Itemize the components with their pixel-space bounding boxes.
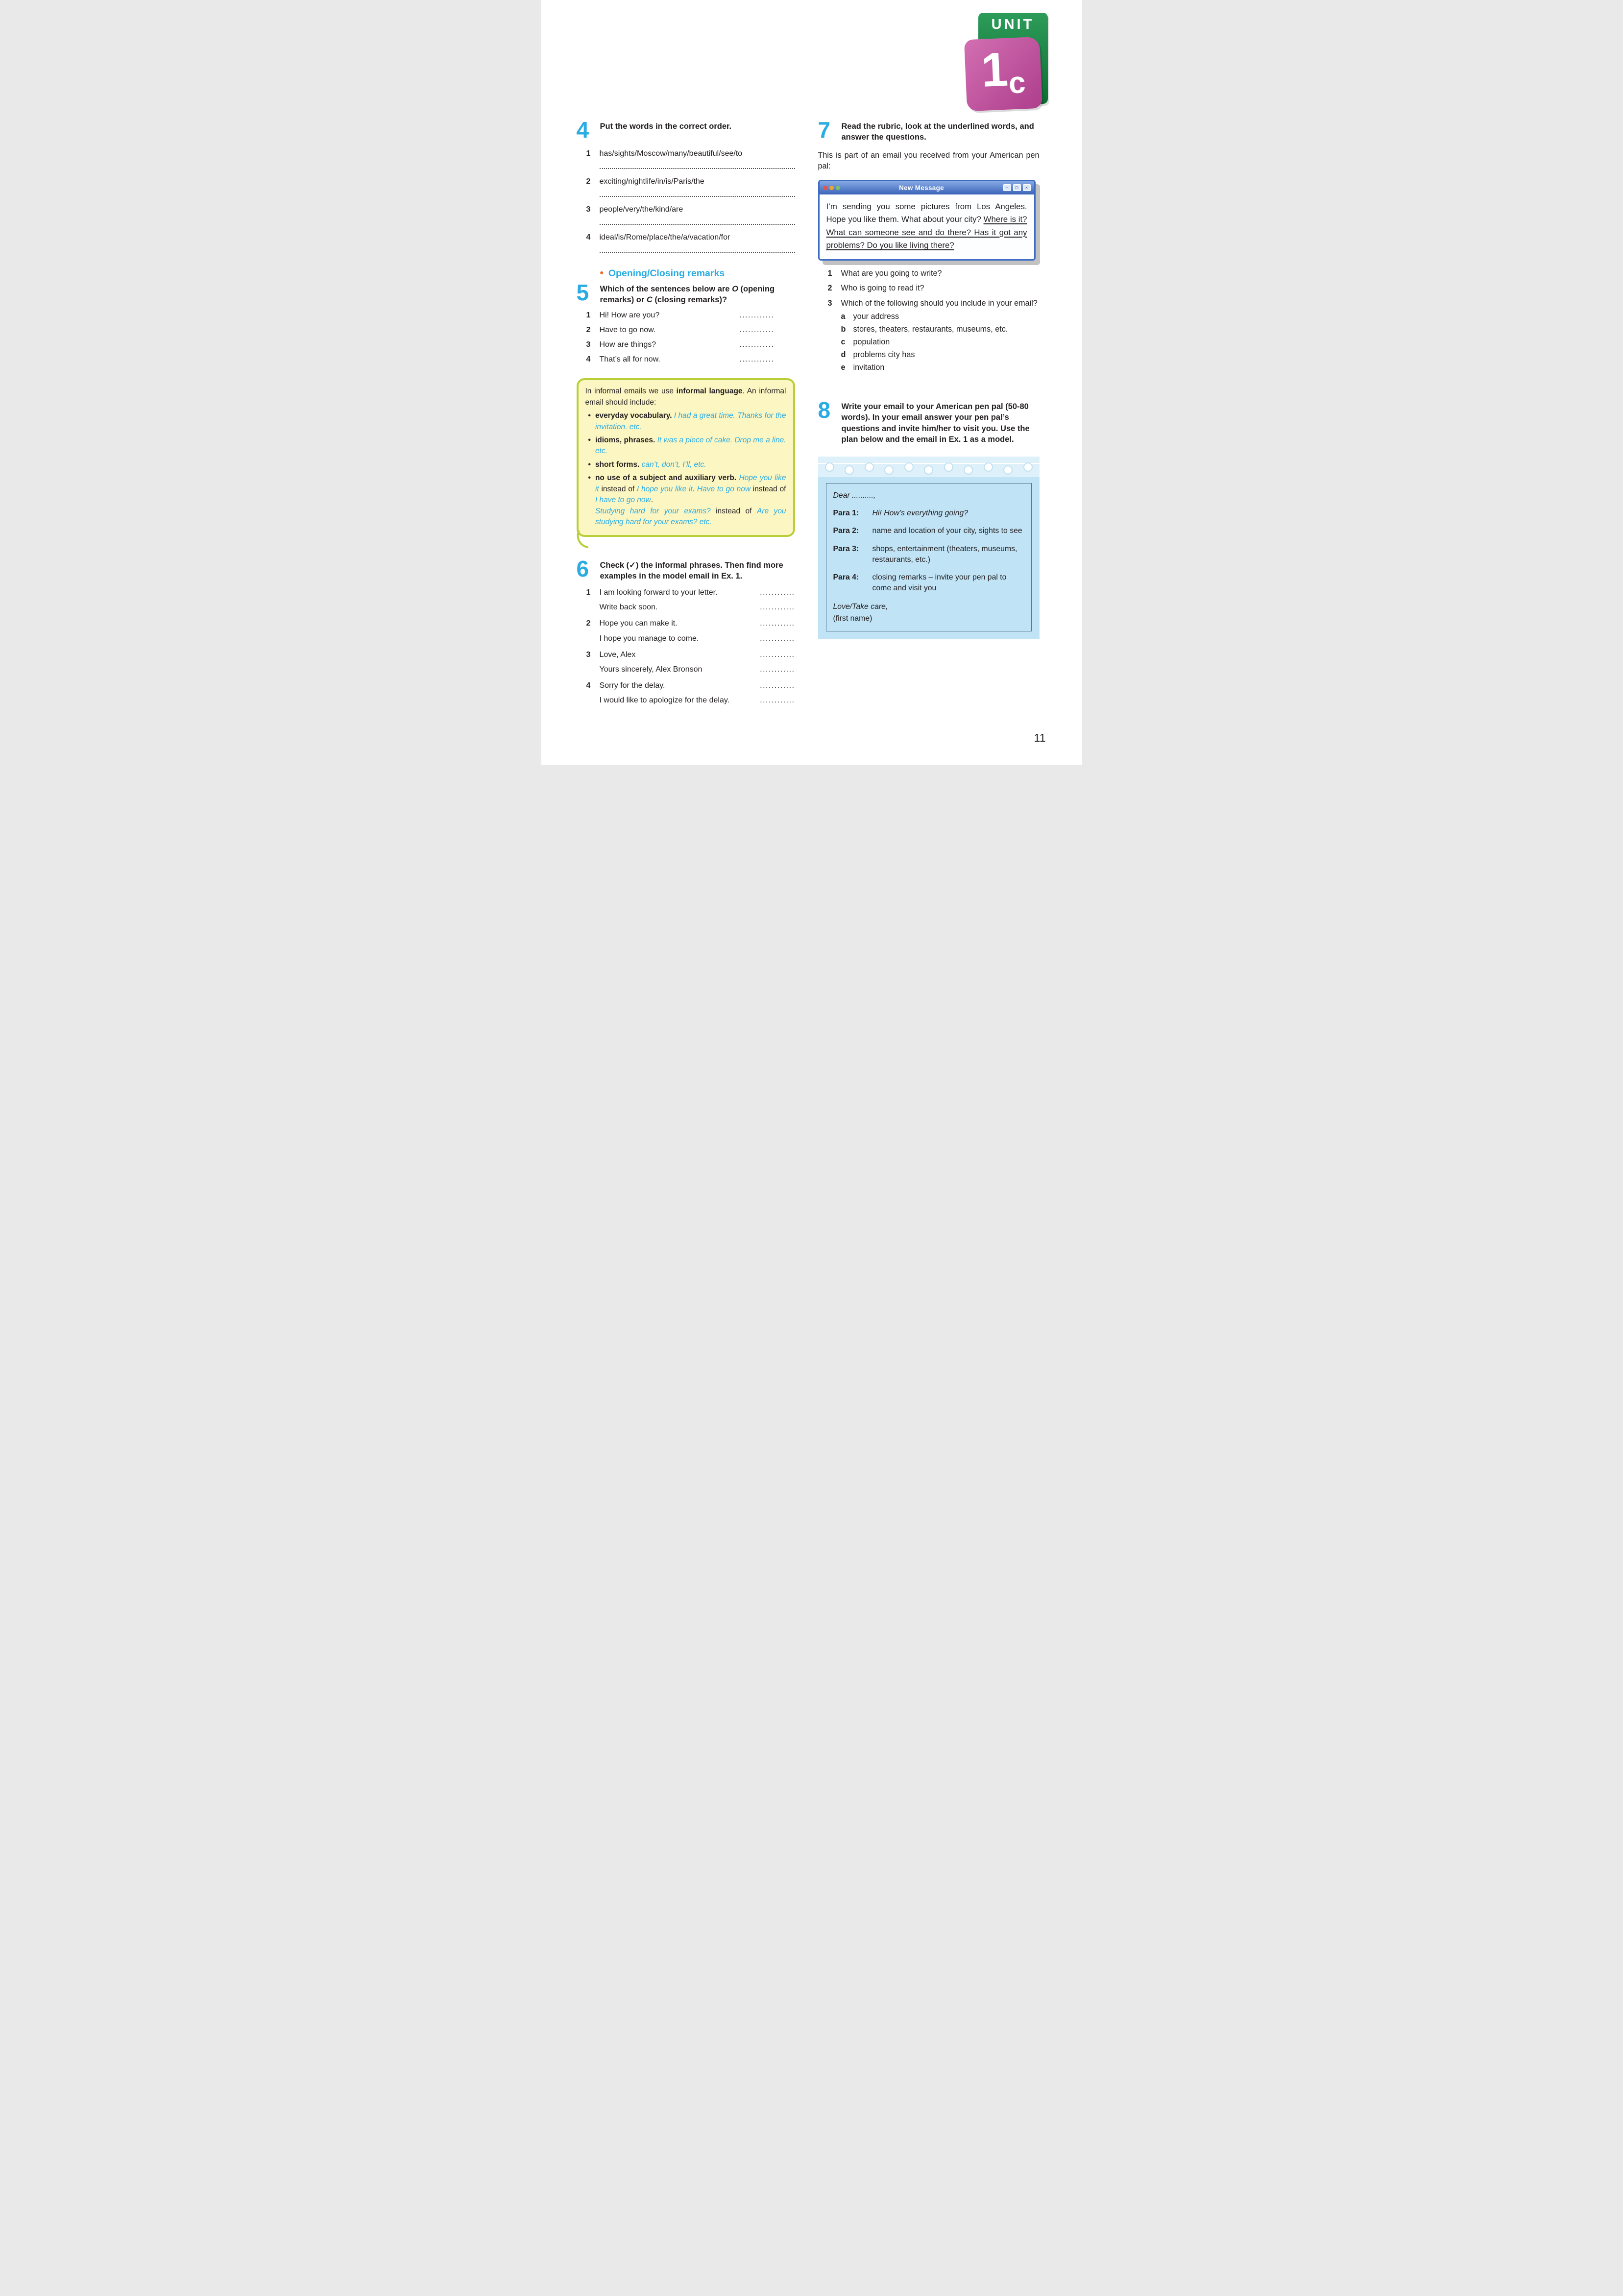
- exercise-4-title: Put the words in the correct order.: [600, 122, 732, 131]
- writing-plan-box: [818, 457, 1040, 639]
- question-text: Who is going to read it?: [841, 284, 924, 293]
- exercise-5-item: [577, 354, 775, 364]
- answer-blank[interactable]: ............: [760, 619, 795, 628]
- item-text: ideal/is/Rome/place/the/a/vacation/for: [599, 233, 730, 242]
- option-item: [818, 325, 1040, 334]
- light-circle-icon: [1023, 462, 1033, 472]
- item-number: 2: [827, 284, 832, 293]
- exercise-8-title: Write your email to your American pen pal (50-80 words). In your email answer your pen pal’s questions and invite him/her to visit you. Use the plan below and the email in Ex. 1 as a model.: [841, 402, 1030, 444]
- item-number: 2: [586, 619, 591, 628]
- exercise-5-item: [577, 310, 775, 320]
- plan-label: Para 1:: [833, 509, 859, 518]
- exercise-5-header: [577, 282, 795, 306]
- plan-label: Para 3:: [833, 544, 859, 553]
- light-circle-icon: [964, 465, 973, 475]
- section-heading-text: Opening/Closing remarks: [608, 268, 725, 279]
- unit-number: 1: [980, 42, 1009, 97]
- option-text: problems city has: [853, 350, 915, 360]
- answer-blank[interactable]: ............: [760, 634, 795, 643]
- exercise-8-header: [818, 397, 1040, 445]
- option-text: invitation: [853, 363, 885, 372]
- unit-badge: [966, 13, 1051, 112]
- item-text: exciting/nightlife/in/is/Paris/the: [599, 177, 704, 186]
- exercise-6-item: [577, 618, 795, 643]
- exercise-4-item: [577, 232, 795, 242]
- item-number: 2: [586, 177, 591, 186]
- bullet-icon: •: [600, 267, 604, 279]
- plan-closing: Love/Take care,: [833, 602, 888, 611]
- plan-row: [833, 526, 1024, 536]
- item-number: 1: [586, 149, 591, 158]
- item-number: 1: [586, 588, 591, 597]
- tip-bullet-item: • everyday vocabulary. I had a great time. Thanks for the invitation. etc.: [585, 411, 786, 433]
- plan-text: shops, entertainment (theaters, museums, restaurants, etc.): [872, 544, 1017, 564]
- exercise-6-item: [577, 587, 795, 612]
- option-item: [818, 350, 1040, 360]
- option-item: [818, 363, 1040, 372]
- plan-text: name and location of your city, sights to see: [872, 527, 1022, 535]
- exercise-4-header: [576, 117, 795, 143]
- left-column: [576, 117, 795, 705]
- exercise-7-questions: [818, 268, 1040, 372]
- email-body: I’m sending you some pictures from Los Angeles. Hope you like them. What about your city? Where is it? What can someone see and do there? Has it got any problems? Do you like living there?: [826, 201, 1027, 250]
- item-number: 2: [586, 325, 591, 334]
- exercise-4-item: [577, 148, 795, 159]
- exercise-6-item: [577, 680, 795, 705]
- answer-blank[interactable]: ............: [760, 650, 795, 659]
- item-text: I hope you manage to come.: [599, 634, 699, 643]
- item-text: people/very/the/kind/are: [599, 205, 683, 214]
- right-column: [818, 117, 1040, 639]
- titlebar-green-dot-icon: [836, 186, 840, 190]
- exercise-5-title: Which of the sentences below are O (opening remarks) or C (closing remarks)?: [600, 285, 775, 305]
- garland-decoration: [818, 457, 1040, 477]
- plan-row: [833, 508, 1024, 519]
- option-item: [818, 338, 1040, 347]
- answer-blank[interactable]: ............: [739, 355, 775, 363]
- item-number-spacer: [586, 664, 595, 675]
- item-number-spacer: [586, 602, 595, 612]
- bullet-icon: •: [588, 460, 591, 469]
- exercise-6-item: [577, 650, 795, 675]
- titlebar-orange-dot-icon: [829, 186, 834, 190]
- close-button[interactable]: ×: [1023, 184, 1031, 191]
- page-number: 11: [1034, 731, 1046, 744]
- item-number: 4: [586, 355, 591, 363]
- plan-row: [833, 572, 1024, 594]
- workbook-page: [541, 0, 1082, 765]
- exercise-6-list: [577, 587, 795, 705]
- plan-label: Para 4:: [833, 573, 859, 581]
- item-text: Have to go now.: [599, 325, 656, 334]
- titlebar-red-dot-icon: [823, 186, 827, 190]
- answer-blank[interactable]: ............: [760, 681, 795, 690]
- item-number-spacer: [586, 633, 595, 644]
- answer-line[interactable]: [600, 191, 795, 197]
- option-letter: b: [841, 325, 846, 334]
- unit-label: UNIT: [991, 17, 1035, 32]
- exercise-5-item: [577, 325, 775, 335]
- plan-row: [833, 544, 1024, 565]
- item-text: That’s all for now.: [599, 355, 660, 363]
- light-circle-icon: [865, 462, 874, 472]
- item-text: Write back soon.: [599, 603, 658, 612]
- option-letter: d: [841, 350, 846, 360]
- light-circle-icon: [904, 462, 914, 472]
- exercise-4-item: [577, 204, 795, 215]
- section-heading-opening-closing: [600, 267, 795, 279]
- item-text: How are things?: [599, 340, 656, 349]
- question-item: [818, 298, 1040, 309]
- item-number: 1: [827, 269, 832, 278]
- email-window-title: New Message: [899, 184, 944, 192]
- item-text: Hi! How are you?: [599, 311, 660, 319]
- item-number: 1: [586, 311, 591, 319]
- plan-label: Para 2:: [833, 527, 859, 535]
- answer-blank[interactable]: ............: [760, 588, 795, 597]
- item-number: 3: [586, 340, 591, 349]
- plan-text: Hi! How’s everything going?: [872, 509, 969, 518]
- item-number: 4: [586, 233, 591, 242]
- light-circle-icon: [845, 465, 854, 475]
- answer-line[interactable]: [600, 218, 795, 225]
- item-number-spacer: [586, 695, 595, 705]
- answer-line[interactable]: [600, 246, 795, 253]
- minimize-button[interactable]: −: [1003, 184, 1011, 191]
- exercise-7-header: [818, 117, 1040, 143]
- restore-button[interactable]: □: [1013, 184, 1021, 191]
- answer-blank[interactable]: ............: [760, 696, 795, 705]
- light-circle-icon: [944, 462, 953, 472]
- exercise-7-intro: This is part of an email you received from your American pen pal:: [818, 150, 1040, 171]
- answer-blank[interactable]: ............: [739, 311, 775, 319]
- question-item: [818, 283, 1040, 293]
- exercise-5-item: [577, 339, 775, 350]
- option-text: your address: [853, 312, 899, 321]
- plan-text: closing remarks – invite your pen pal to come and visit you: [872, 573, 1007, 592]
- tip-bullet-item: • short forms. can’t, don’t, I’ll, etc.: [585, 459, 786, 470]
- exercise-7-number: 7: [818, 117, 831, 143]
- light-circle-icon: [1003, 465, 1013, 475]
- exercise-6-number: 6: [576, 556, 589, 581]
- exercise-6-header: [577, 558, 795, 582]
- exercise-4-number: 4: [576, 117, 589, 143]
- exercise-7-title: Read the rubric, look at the underlined words, and answer the questions.: [841, 122, 1034, 142]
- option-item: [818, 312, 1040, 321]
- item-text: Yours sincerely, Alex Bronson: [599, 665, 702, 674]
- bullet-icon: •: [588, 474, 591, 483]
- plan-salutation: Dear ..........,: [833, 491, 876, 500]
- item-text: Hope you can make it.: [599, 619, 678, 628]
- email-titlebar: [820, 181, 1034, 194]
- option-letter: e: [841, 363, 846, 372]
- plan-closing-name: (first name): [833, 614, 872, 623]
- email-window: [818, 180, 1036, 261]
- theory-tip-box: [577, 378, 795, 537]
- bullet-icon: •: [588, 411, 591, 420]
- item-number: 4: [586, 681, 591, 690]
- tip-intro: In informal emails we use informal language. An informal email should include:: [585, 387, 786, 407]
- light-circle-icon: [825, 462, 834, 472]
- underlined-rubric-text: Where is it? What can someone see and do there? Has it got any problems? Do you like living there?: [826, 215, 1027, 250]
- light-circle-icon: [884, 465, 894, 475]
- item-text: has/sights/Moscow/many/beautiful/see/to: [599, 149, 743, 158]
- plan-content: [826, 483, 1032, 631]
- item-text: Sorry for the delay.: [599, 681, 665, 690]
- item-number: 3: [586, 650, 591, 659]
- answer-line[interactable]: [600, 163, 795, 169]
- question-text: What are you going to write?: [841, 269, 942, 278]
- item-text: I am looking forward to your letter.: [599, 588, 718, 597]
- option-letter: c: [841, 338, 846, 347]
- option-text: population: [853, 338, 890, 347]
- option-letter: a: [841, 312, 846, 321]
- light-circle-icon: [924, 465, 933, 475]
- answer-blank[interactable]: ............: [760, 665, 795, 674]
- bullet-icon: •: [588, 435, 591, 444]
- exercise-5-list: [577, 310, 775, 364]
- light-circle-icon: [984, 462, 993, 472]
- tip-bullet-item: • idioms, phrases. It was a piece of cake. Drop me a line. etc.: [585, 435, 786, 457]
- question-item: [818, 268, 1040, 279]
- item-text: I would like to apologize for the delay.: [599, 696, 730, 705]
- option-text: stores, theaters, restaurants, museums, etc.: [853, 325, 1008, 334]
- item-number: 3: [586, 205, 591, 214]
- exercise-8-number: 8: [818, 397, 831, 423]
- exercise-6-title: Check (✓) the informal phrases. Then find more examples in the model email in Ex. 1.: [600, 560, 783, 580]
- unit-number-banner: [964, 37, 1042, 112]
- unit-number-letter: c: [1007, 66, 1026, 100]
- tip-bullet-item: • no use of a subject and auxiliary verb. Hope you like it instead of I hope you like it. Have to go now instead of I have to go now. Studying hard for your exams? instead of Are you studying hard for your exams? etc.: [585, 473, 786, 528]
- answer-blank[interactable]: ............: [739, 325, 775, 334]
- item-text: Love, Alex: [599, 650, 636, 659]
- exercise-4-item: [577, 176, 795, 187]
- answer-blank[interactable]: ............: [760, 603, 795, 612]
- answer-blank[interactable]: ............: [739, 340, 775, 349]
- question-text: Which of the following should you include in your email?: [841, 298, 1038, 308]
- exercise-5-number: 5: [576, 280, 589, 306]
- item-number: 3: [827, 298, 832, 308]
